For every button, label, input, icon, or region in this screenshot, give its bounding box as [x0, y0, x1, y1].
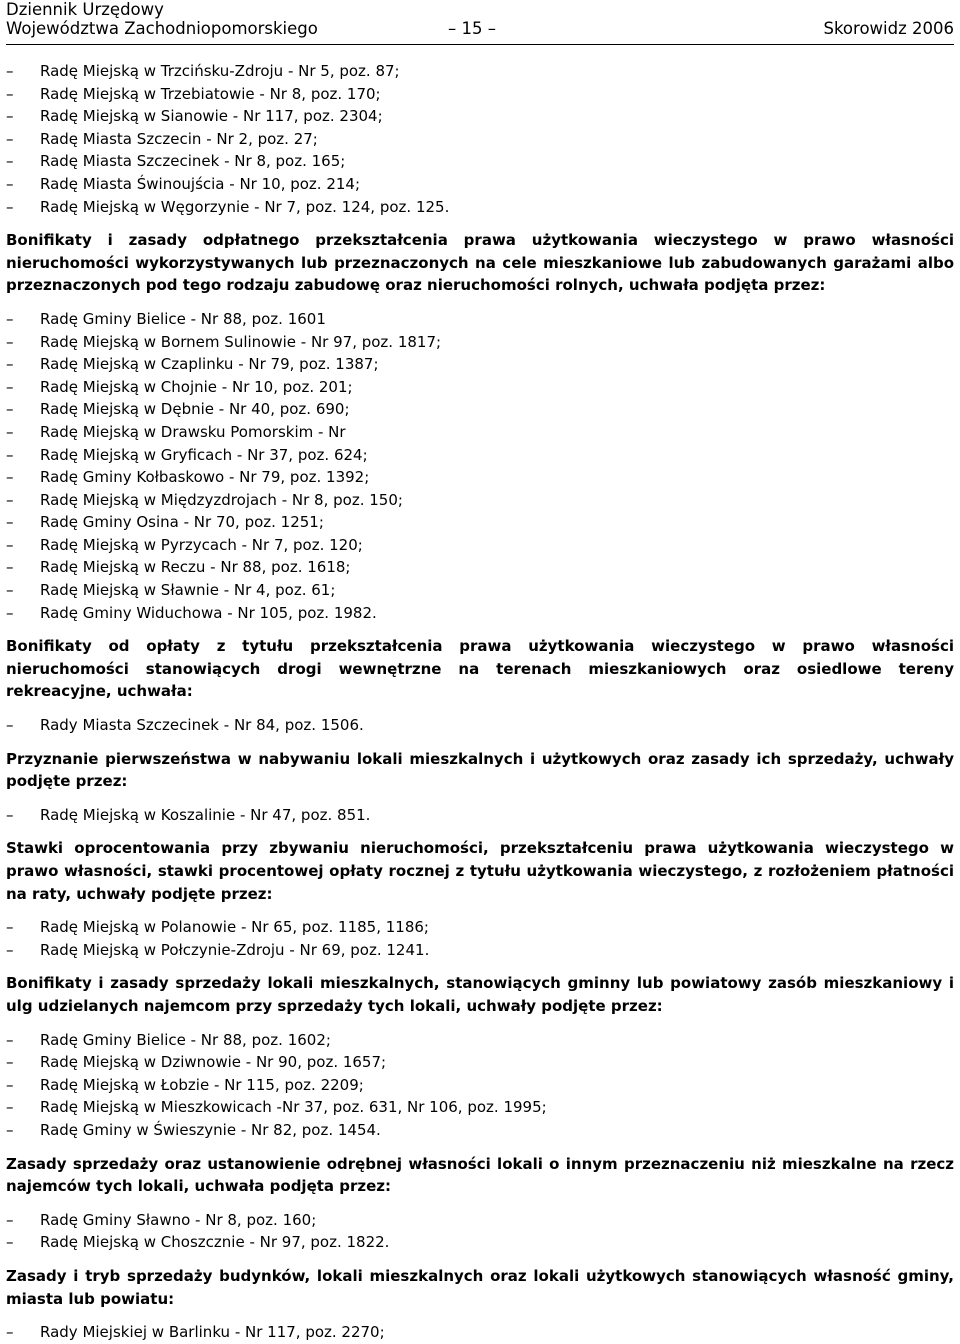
- dash-bullet: –: [6, 152, 14, 171]
- entry-list: [6, 60, 954, 218]
- entry-text: Radę Miejską w Łobzie - Nr 115, poz. 2209;: [40, 1075, 364, 1094]
- list-item: [6, 1096, 954, 1119]
- section-heading: Przyznanie pierwszeństwa w nabywaniu lokali mieszkalnych i użytkowych oraz zasady ich sprzedaży, uchwały podjęte przez:: [6, 749, 954, 791]
- list-item: [6, 939, 954, 962]
- entry-list: [6, 916, 954, 961]
- entry-list: [6, 1209, 954, 1254]
- entry-text: Radę Gminy Kołbaskowo - Nr 79, poz. 1392;: [40, 468, 370, 487]
- entry-text: Radę Miejską w Sławnie - Nr 4, poz. 61;: [40, 581, 336, 600]
- list-item: [6, 196, 954, 219]
- list-item: [6, 398, 954, 421]
- page-number: – 15 –: [448, 19, 496, 38]
- list-item: [6, 534, 954, 557]
- dash-bullet: –: [6, 445, 14, 464]
- entry-text: Radę Miejską w Chojnie - Nr 10, poz. 201;: [40, 377, 353, 396]
- list-item: [6, 511, 954, 534]
- dash-bullet: –: [6, 377, 14, 396]
- list-item: [6, 602, 954, 625]
- document-body: [6, 60, 954, 1344]
- dash-bullet: –: [6, 490, 14, 509]
- dash-bullet: –: [6, 581, 14, 600]
- dash-bullet: –: [6, 1233, 14, 1252]
- entry-text: Radę Miejską w Reczu - Nr 88, poz. 1618;: [40, 558, 351, 577]
- entry-text: Radę Miejską w Dziwnowie - Nr 90, poz. 1657;: [40, 1053, 387, 1072]
- dash-bullet: –: [6, 1030, 14, 1049]
- entry-text: Radę Gminy Bielice - Nr 88, poz. 1601: [40, 309, 326, 328]
- dash-bullet: –: [6, 1053, 14, 1072]
- dash-bullet: –: [6, 918, 14, 937]
- dash-bullet: –: [6, 1075, 14, 1094]
- dash-bullet: –: [6, 174, 14, 193]
- entry-text: Radę Miejską w Choszcznie - Nr 97, poz. 1822.: [40, 1233, 390, 1252]
- list-item: [6, 804, 954, 827]
- entry-text: Radę Miejską w Trzcińsku-Zdroju - Nr 5, poz. 87;: [40, 62, 400, 80]
- entry-text: Radę Miejską w Węgorzynie - Nr 7, poz. 124, poz. 125.: [40, 197, 450, 216]
- list-item: [6, 60, 954, 83]
- journal-title: Dziennik Urzędowy: [6, 0, 164, 19]
- dash-bullet: –: [6, 940, 14, 959]
- dash-bullet: –: [6, 332, 14, 351]
- list-item: [6, 150, 954, 173]
- dash-bullet: –: [6, 468, 14, 487]
- list-item: [6, 1029, 954, 1052]
- entry-text: Radę Gminy Sławno - Nr 8, poz. 160;: [40, 1210, 317, 1229]
- dash-bullet: –: [6, 129, 14, 148]
- section-heading: Stawki oprocentowania przy zbywaniu nieruchomości, przekształceniu prawa użytkowania wieczystego w prawo własności, stawki procentowej opłaty rocznej z tytułu użytkowania wieczystego, z rozłożeniem płatności na raty, uchwały podjęte przez:: [6, 839, 954, 903]
- section-heading: Bonifikaty od opłaty z tytułu przekształcenia prawa użytkowania wieczystego w prawo własności nieruchomości stanowiących drogi wewnętrzne na terenach mieszkaniowych oraz osiedlowe tereny rekreacyjne, uchwała:: [6, 637, 954, 701]
- dash-bullet: –: [6, 197, 14, 216]
- entry-text: Radę Miejską w Sianowie - Nr 117, poz. 2304;: [40, 107, 383, 126]
- list-item: [6, 1051, 954, 1074]
- list-item: [6, 83, 954, 106]
- list-item: [6, 376, 954, 399]
- journal-region: Województwa Zachodniopomorskiego: [6, 19, 318, 38]
- dash-bullet: –: [6, 84, 14, 103]
- entry-text: Radę Gminy Osina - Nr 70, poz. 1251;: [40, 513, 324, 532]
- entry-text: Radę Gminy Bielice - Nr 88, poz. 1602;: [40, 1030, 331, 1049]
- list-item: [6, 421, 954, 444]
- entry-text: Rady Miejskiej w Barlinku - Nr 117, poz. 2270;: [40, 1323, 385, 1342]
- list-item: [6, 444, 954, 467]
- list-item: [6, 1119, 954, 1142]
- dash-bullet: –: [6, 309, 14, 328]
- entry-text: Rady Miasta Szczecinek - Nr 84, poz. 1506.: [40, 716, 364, 735]
- list-item: [6, 308, 954, 331]
- list-item: [6, 128, 954, 151]
- list-item: [6, 714, 954, 737]
- entry-text: Radę Miejską w Mieszkowicach -Nr 37, poz. 631, Nr 106, poz. 1995;: [40, 1098, 547, 1117]
- list-item: [6, 1074, 954, 1097]
- list-item: [6, 1209, 954, 1232]
- entry-text: Radę Miasta Szczecin - Nr 2, poz. 27;: [40, 129, 318, 148]
- list-item: [6, 331, 954, 354]
- section-heading: Zasady sprzedaży oraz ustanowienie odrębnej własności lokali o innym przeznaczeniu niż mieszkalne na rzecz najemców tych lokali, uchwała podjęta przez:: [6, 1154, 954, 1196]
- list-item: [6, 1231, 954, 1254]
- entry-text: Radę Miejską w Połczynie-Zdroju - Nr 69, poz. 1241.: [40, 940, 430, 959]
- entry-text: Radę Miejską w Bornem Sulinowie - Nr 97, poz. 1817;: [40, 332, 442, 351]
- dash-bullet: –: [6, 805, 14, 824]
- entry-list: [6, 804, 954, 827]
- page-header: [6, 0, 954, 45]
- list-item: [6, 579, 954, 602]
- dash-bullet: –: [6, 558, 14, 577]
- dash-bullet: –: [6, 716, 14, 735]
- section-heading: Bonifikaty i zasady sprzedaży lokali mieszkalnych, stanowiących gminny lub powiatowy zasób mieszkaniowy i ulg udzielanych najemcom przy sprzedaży tych lokali, uchwały podjęte przez:: [6, 974, 954, 1015]
- dash-bullet: –: [6, 1323, 14, 1342]
- entry-list: [6, 1321, 954, 1344]
- entry-text: Radę Miejską w Pyrzycach - Nr 7, poz. 120;: [40, 535, 363, 554]
- entry-list: [6, 308, 954, 624]
- entry-text: Radę Miejską w Trzebiatowie - Nr 8, poz. 170;: [40, 84, 381, 103]
- list-item: [6, 466, 954, 489]
- dash-bullet: –: [6, 1210, 14, 1229]
- section-heading: Bonifikaty i zasady odpłatnego przekształcenia prawa użytkowania wieczystego w prawo własności nieruchomości wykorzystywanych lub przeznaczonych na cele mieszkaniowe lub zabudowanych garażami albo przeznaczonych pod tego rodzaju zabudowę oraz nieruchomości rolnych, uchwała podjęta przez:: [6, 231, 954, 295]
- entry-text: Radę Gminy w Świeszynie - Nr 82, poz. 1454.: [40, 1120, 381, 1139]
- entry-text: Radę Miasta Szczecinek - Nr 8, poz. 165;: [40, 152, 346, 171]
- entry-text: Radę Miejską w Dębnie - Nr 40, poz. 690;: [40, 400, 350, 419]
- dash-bullet: –: [6, 422, 14, 441]
- list-item: [6, 105, 954, 128]
- entry-text: Radę Miejską w Polanowie - Nr 65, poz. 1185, 1186;: [40, 918, 429, 937]
- list-item: [6, 353, 954, 376]
- section-heading: Zasady i tryb sprzedaży budynków, lokali mieszkalnych oraz lokali użytkowych stanowiących własność gminy, miasta lub powiatu:: [6, 1266, 954, 1308]
- list-item: [6, 489, 954, 512]
- section-title: Skorowidz 2006: [823, 19, 954, 38]
- entry-list: [6, 714, 954, 737]
- entry-text: Radę Gminy Widuchowa - Nr 105, poz. 1982.: [40, 603, 377, 622]
- entry-text: Radę Miejską w Czaplinku - Nr 79, poz. 1387;: [40, 355, 379, 374]
- list-item: [6, 916, 954, 939]
- list-item: [6, 556, 954, 579]
- dash-bullet: –: [6, 603, 14, 622]
- dash-bullet: –: [6, 513, 14, 532]
- entry-text: Radę Miejską w Drawsku Pomorskim - Nr: [40, 422, 346, 441]
- entry-text: Radę Miasta Świnoujścia - Nr 10, poz. 214;: [40, 174, 361, 193]
- entry-text: Radę Miejską w Gryficach - Nr 37, poz. 624;: [40, 445, 368, 464]
- dash-bullet: –: [6, 535, 14, 554]
- list-item: [6, 1321, 954, 1344]
- dash-bullet: –: [6, 1120, 14, 1139]
- entry-text: Radę Miejską w Koszalinie - Nr 47, poz. 851.: [40, 805, 371, 824]
- entry-list: [6, 1029, 954, 1142]
- dash-bullet: –: [6, 400, 14, 419]
- list-item: [6, 173, 954, 196]
- dash-bullet: –: [6, 107, 14, 126]
- dash-bullet: –: [6, 355, 14, 374]
- entry-text: Radę Miejską w Międzyzdrojach - Nr 8, poz. 150;: [40, 490, 403, 509]
- dash-bullet: –: [6, 1098, 14, 1117]
- dash-bullet: –: [6, 62, 14, 80]
